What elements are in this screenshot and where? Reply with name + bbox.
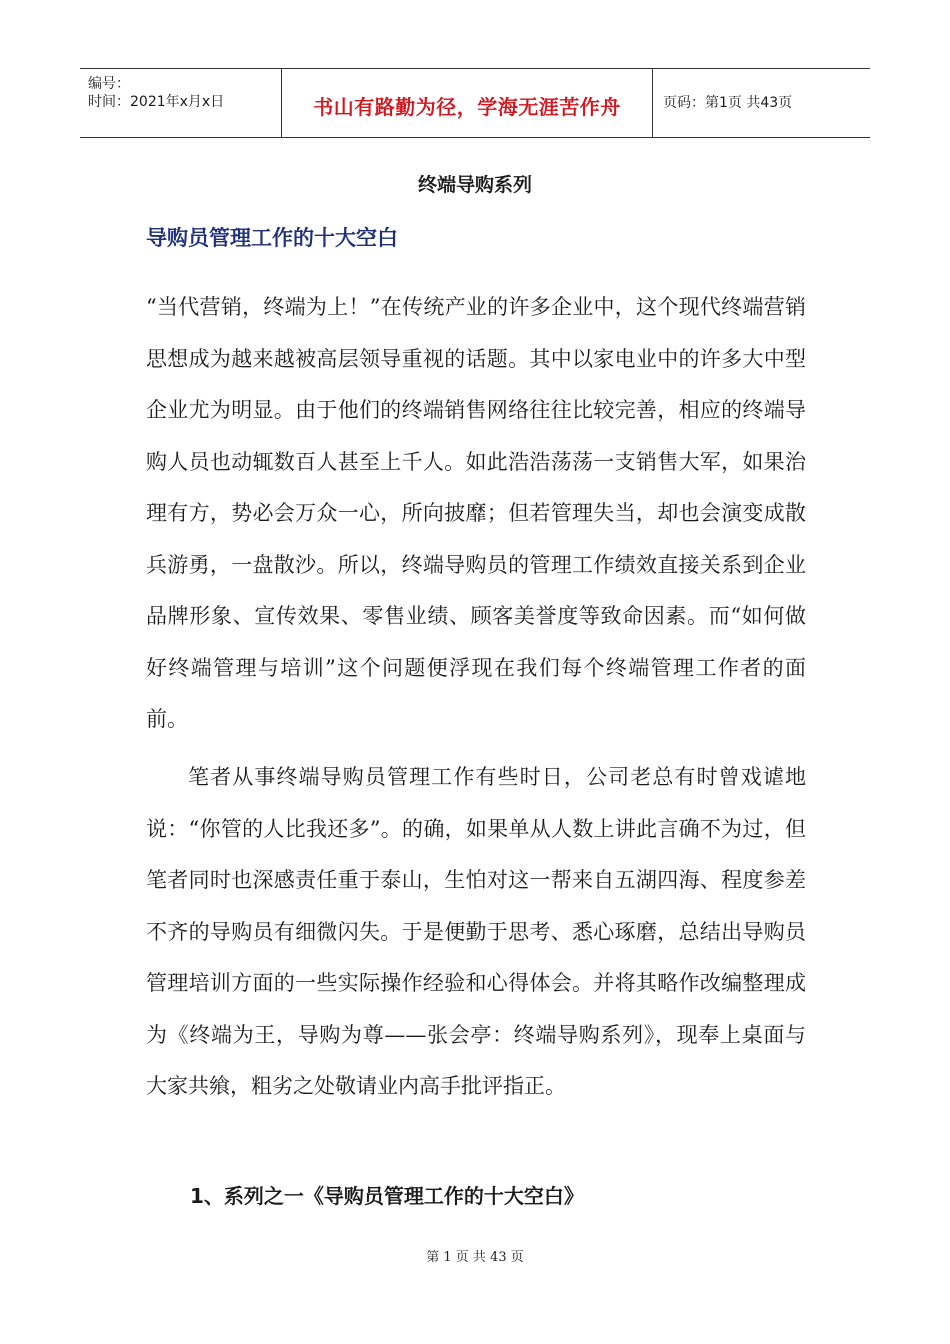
body-paragraph: “当代营销，终端为上！”在传统产业的许多企业中，这个现代终端营销思想成为越来越被高层领导重视的话题。其中以家电业中的许多大中型企业尤为明显。由于他们的终端销售网络往往比较完善，相应的终端导购人员也动辄数百人甚至上千人。如此浩浩荡荡一支销售大军，如果治理有方，势必会万众一心，所向披靡；但若管理失当，却也会演变成散兵游勇，一盘散沙。所以，终端导购员的管理工作绩效直接关系到企业品牌形象、宣传效果、零售业绩、顾客美誉度等致命因素。而“如何做好终端管理与培训”这个问题便浮现在我们每个终端管理工作者的面前。 [146, 295, 806, 731]
header-middle-cell [281, 69, 653, 137]
page-footer: 第 1 页 共 43 页 [426, 1250, 524, 1265]
number-label: 编号： [88, 76, 130, 92]
motto-text: 书山有路勤为径，学海无涯苦作舟 [313, 94, 621, 119]
header-right-cell [653, 69, 870, 137]
body-paragraph: 笔者从事终端导购员管理工作有些时日，公司老总有时曾戏谑地说：“你管的人比我还多”。的确，如果单从人数上讲此言确不为过，但笔者同时也深感责任重于泰山，生怕对这一帮来自五湖四海、程度参差不齐的导购员有细微闪失。于是便勤于思考、悉心琢磨，总结出导购员管理培训方面的一些实际操作经验和心得体会。并将其略作改编整理成为《终端为王，导购为尊——张会亭：终端导购系列》，现奉上桌面与大家共飨，粗劣之处敬请业内高手批评指正。 [146, 765, 806, 1098]
page-info: 页码：第1页 共43页 [663, 95, 793, 111]
section-title: 导购员管理工作的十大空白 [146, 226, 398, 250]
series-subheading: 1、系列之一《导购员管理工作的十大空白》 [190, 1184, 584, 1208]
header-table [80, 68, 870, 138]
document-title: 终端导购系列 [417, 174, 532, 196]
header-left-cell [80, 69, 281, 137]
time-label: 时间：2021年x月x日 [88, 94, 225, 110]
